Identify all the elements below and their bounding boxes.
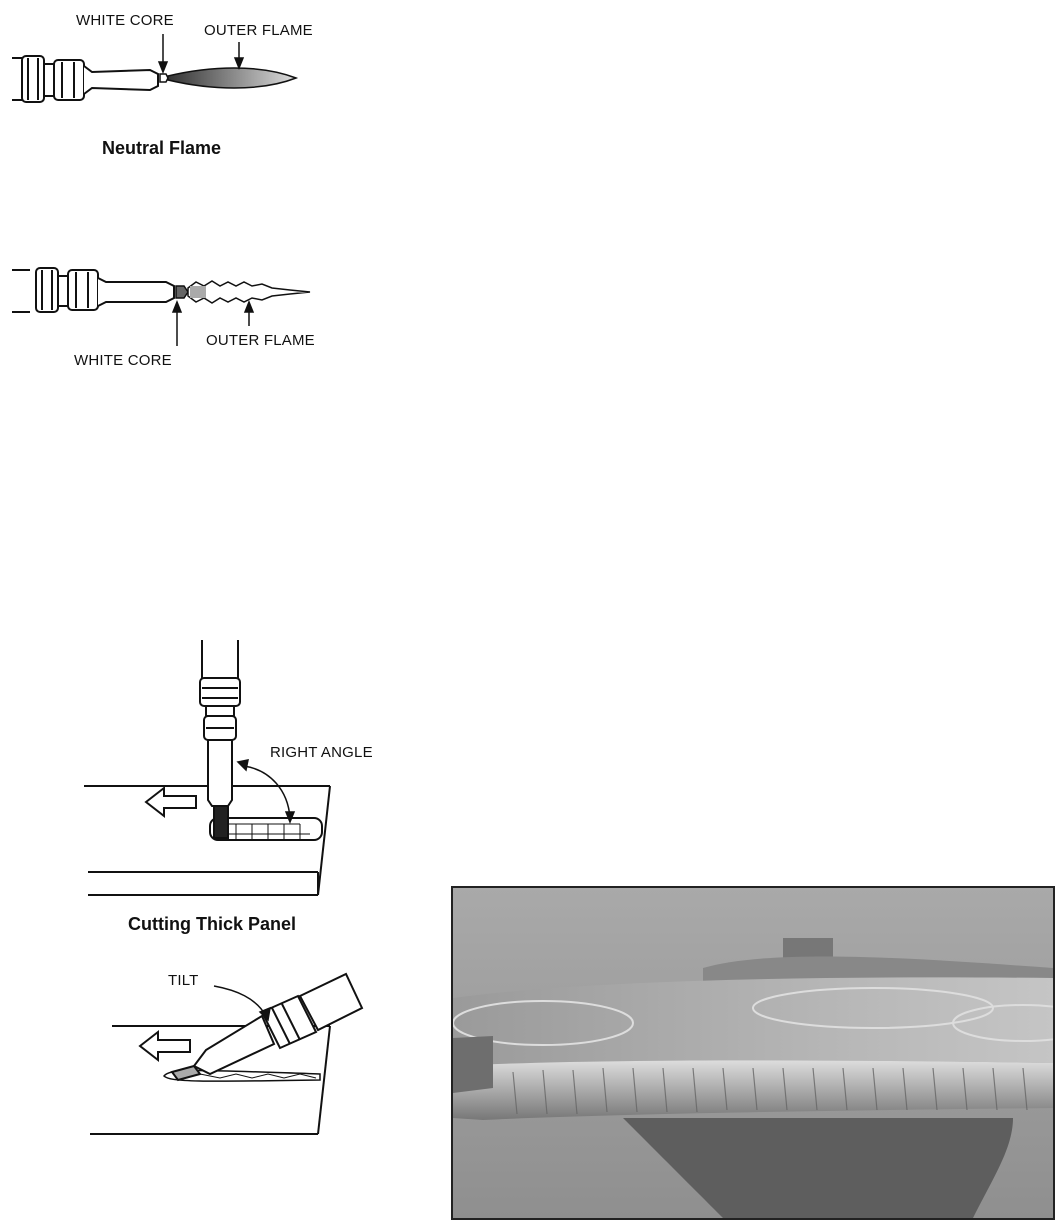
label-tilt: TILT bbox=[168, 972, 199, 989]
label-outer-flame-2: OUTER FLAME bbox=[206, 332, 315, 349]
arrow-core-1 bbox=[159, 34, 167, 72]
photo-cut-panel-edge bbox=[451, 886, 1055, 1220]
arrow-outer-1 bbox=[235, 42, 243, 68]
torch-neutral-flame bbox=[12, 56, 158, 102]
torch-vertical bbox=[200, 640, 240, 838]
direction-arrow-2 bbox=[140, 1032, 190, 1060]
photo-image bbox=[453, 888, 1053, 1218]
caption-cutting-thick-panel: Cutting Thick Panel bbox=[128, 914, 297, 934]
thick-panel bbox=[84, 786, 330, 895]
angle-arrow bbox=[238, 760, 294, 822]
label-white-core-1: WHITE CORE bbox=[76, 12, 174, 29]
label-white-core-2: WHITE CORE bbox=[74, 352, 172, 369]
caption-neutral-flame: Neutral Flame bbox=[102, 138, 222, 158]
torch-second-flame bbox=[12, 268, 174, 312]
direction-arrow-1 bbox=[146, 788, 196, 816]
second-flame bbox=[176, 281, 310, 303]
label-right-angle: RIGHT ANGLE bbox=[270, 744, 373, 761]
arrow-core-2 bbox=[173, 302, 181, 346]
arrow-outer-2 bbox=[245, 302, 253, 326]
tilt-arrow bbox=[214, 986, 270, 1020]
neutral-flame bbox=[160, 68, 296, 88]
label-outer-flame-1: OUTER FLAME bbox=[204, 22, 313, 39]
